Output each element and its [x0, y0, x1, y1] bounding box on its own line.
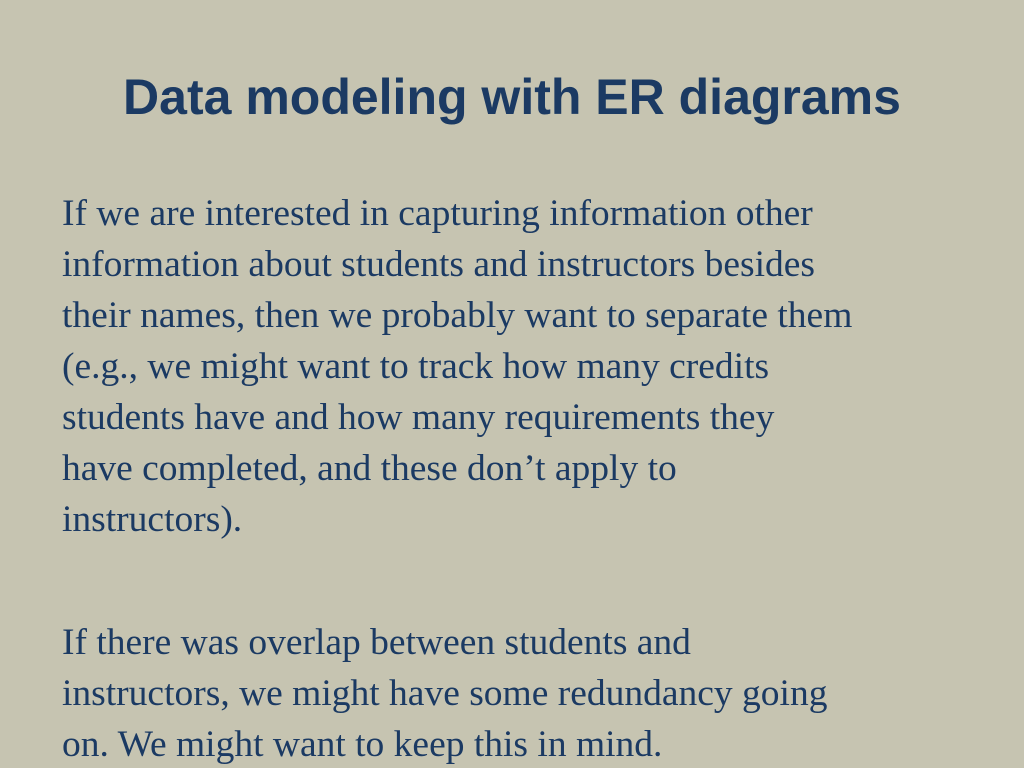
paragraph-line: have completed, and these don’t apply to	[62, 448, 677, 489]
paragraph-line: students have and how many requirements they	[62, 397, 775, 438]
paragraph-line: their names, then we probably want to separate them	[62, 295, 853, 336]
paragraph-line: information about students and instructors besides	[62, 244, 816, 285]
paragraph-line: on. We might want to keep this in mind.	[62, 724, 663, 765]
paragraph-line: (e.g., we might want to track how many credits	[62, 346, 770, 387]
paragraph-line: instructors, we might have some redundancy going	[62, 673, 828, 714]
body-paragraph-2	[62, 617, 827, 768]
paragraph-line: If we are interested in capturing information other	[62, 193, 813, 234]
paragraph-line: If there was overlap between students and	[62, 622, 691, 663]
body-paragraph-1	[62, 188, 852, 545]
paragraph-line: instructors).	[62, 499, 243, 540]
slide-title: Data modeling with ER diagrams	[123, 69, 901, 125]
